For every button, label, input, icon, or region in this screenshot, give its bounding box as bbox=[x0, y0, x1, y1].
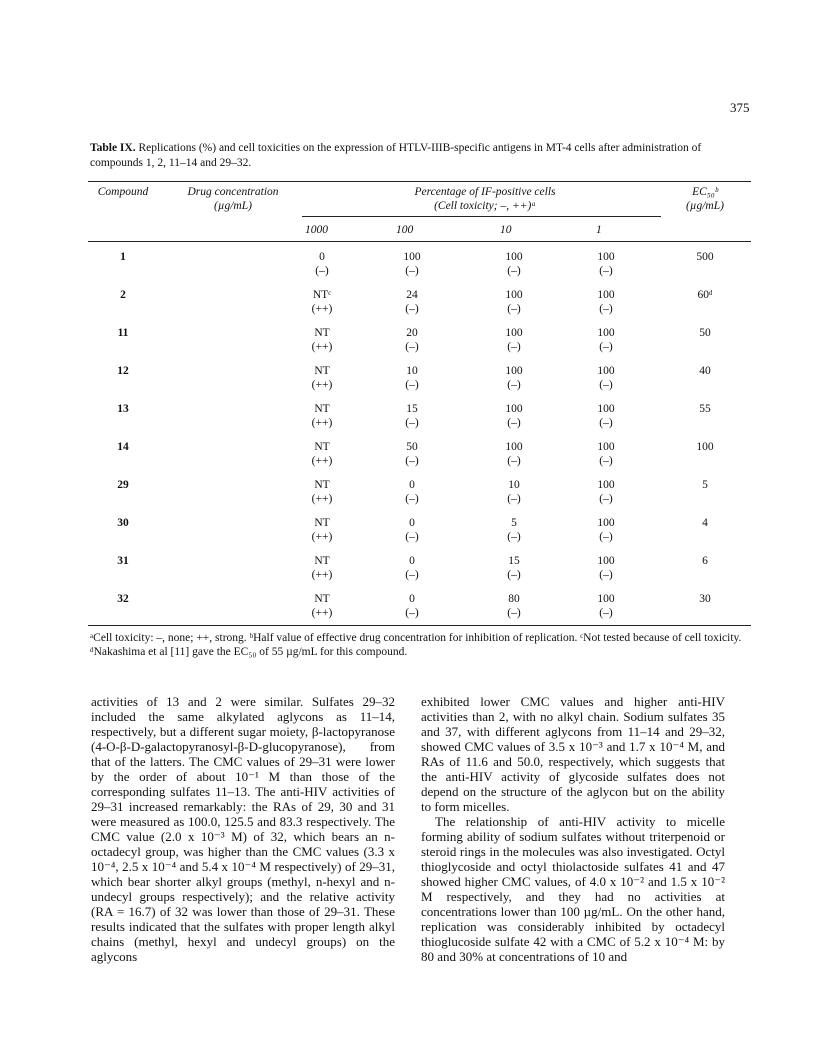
value-cell: NT bbox=[314, 403, 330, 415]
header-pct-line1: Percentage of IF-positive cells bbox=[414, 186, 556, 198]
table-row bbox=[0, 402, 815, 438]
toxicity-cell: (–) bbox=[507, 455, 521, 467]
value-cell: 100 bbox=[505, 441, 523, 453]
body-paragraph: The relationship of anti-HIV activity to micelle forming ability of sodium sulfates without triterpenoid or steroid rings in the molecules was also investigated. Octyl thioglycoside and octyl thiolactoside sulfates 41 and 47 showed higher CMC values, of 4.0 x 10⁻² and 1.5 x 10⁻² M respectively, and they had no activities at concentrations lower than 100 µg/mL. On the other hand, replication was considerably inhibited by octadecyl thioglucoside sulfate 42 with a CMC of 5.2 x 10⁻⁴ M: by 80 and 30% at concentrations of 10 and bbox=[421, 814, 725, 964]
table-label: Table IX. bbox=[90, 142, 136, 154]
table-row bbox=[0, 516, 815, 552]
header-ec50-line1: EC₅₀ᵇ bbox=[692, 186, 718, 198]
value-cell: 0 bbox=[319, 251, 325, 263]
toxicity-cell: (–) bbox=[315, 265, 329, 277]
header-percentage bbox=[365, 185, 605, 213]
toxicity-cell: (–) bbox=[507, 493, 521, 505]
table-footnote: ᵃCell toxicity: –, none; ++, strong. ᵇHalf value of effective drug concentration for inhibition of replication. ᶜNot tested because of cell toxicity. ᵈNakashima et al [11] gave the EC₅₀ of 55 µg/mL for this compound. bbox=[90, 632, 742, 658]
toxicity-cell: (++) bbox=[311, 569, 333, 581]
toxicity-cell: (++) bbox=[311, 303, 333, 315]
toxicity-cell: (–) bbox=[507, 303, 521, 315]
value-cell: 100 bbox=[597, 327, 615, 339]
value-cell: 100 bbox=[597, 289, 615, 301]
value-cell: 100 bbox=[597, 251, 615, 263]
ec50-cell: 60ᵈ bbox=[697, 289, 713, 301]
toxicity-cell: (–) bbox=[507, 569, 521, 581]
header-pct-line2: (Cell toxicity; –, ++)ᵃ bbox=[434, 200, 536, 212]
ec50-cell: 6 bbox=[702, 555, 708, 567]
value-cell: NT bbox=[314, 593, 330, 605]
header-compound: Compound bbox=[97, 186, 149, 198]
toxicity-cell: (–) bbox=[599, 607, 613, 619]
value-cell: 5 bbox=[511, 517, 517, 529]
toxicity-cell: (–) bbox=[599, 265, 613, 277]
toxicity-cell: (–) bbox=[405, 569, 419, 581]
table-top-rule bbox=[88, 181, 751, 182]
toxicity-cell: (–) bbox=[405, 417, 419, 429]
table-row bbox=[0, 440, 815, 476]
value-cell: 100 bbox=[403, 251, 421, 263]
table-row bbox=[0, 288, 815, 324]
value-cell: 100 bbox=[597, 517, 615, 529]
toxicity-cell: (++) bbox=[311, 379, 333, 391]
value-cell: NT bbox=[314, 365, 330, 377]
value-cell: 100 bbox=[597, 441, 615, 453]
table-caption-text: Replications (%) and cell toxicities on the expression of HTLV-IIIB-specific antigens in MT-4 cells after administration of compounds 1, 2, 11–14 and 29–32. bbox=[90, 142, 702, 169]
ec50-cell: 4 bbox=[702, 517, 708, 529]
page-number: 375 bbox=[730, 100, 750, 115]
value-cell: 20 bbox=[406, 327, 418, 339]
toxicity-cell: (++) bbox=[311, 455, 333, 467]
ec50-cell: 55 bbox=[699, 403, 711, 415]
toxicity-cell: (–) bbox=[405, 379, 419, 391]
toxicity-cell: (–) bbox=[599, 417, 613, 429]
toxicity-cell: (–) bbox=[405, 341, 419, 353]
compound-id: 1 bbox=[120, 251, 126, 263]
toxicity-cell: (–) bbox=[507, 379, 521, 391]
compound-id: 29 bbox=[117, 479, 129, 491]
header-drug-conc-line2: (µg/mL) bbox=[214, 200, 252, 212]
value-cell: 0 bbox=[409, 517, 415, 529]
toxicity-cell: (–) bbox=[599, 455, 613, 467]
value-cell: 100 bbox=[505, 289, 523, 301]
value-cell: NT bbox=[314, 517, 330, 529]
toxicity-cell: (++) bbox=[311, 493, 333, 505]
value-cell: NTᶜ bbox=[312, 289, 332, 301]
body-right-column bbox=[421, 694, 725, 964]
toxicity-cell: (–) bbox=[599, 569, 613, 581]
value-cell: 50 bbox=[406, 441, 418, 453]
body-left-column bbox=[91, 694, 395, 964]
toxicity-cell: (++) bbox=[311, 417, 333, 429]
concentration-header: 1 bbox=[596, 224, 602, 236]
header-drug-concentration bbox=[163, 185, 303, 213]
ec50-cell: 50 bbox=[699, 327, 711, 339]
toxicity-cell: (–) bbox=[599, 379, 613, 391]
header-ec50 bbox=[670, 185, 740, 213]
toxicity-cell: (–) bbox=[599, 493, 613, 505]
toxicity-cell: (–) bbox=[405, 265, 419, 277]
toxicity-cell: (–) bbox=[507, 341, 521, 353]
value-cell: 100 bbox=[597, 555, 615, 567]
value-cell: 100 bbox=[505, 327, 523, 339]
toxicity-cell: (–) bbox=[599, 341, 613, 353]
toxicity-cell: (–) bbox=[405, 303, 419, 315]
value-cell: 10 bbox=[406, 365, 418, 377]
toxicity-cell: (–) bbox=[507, 265, 521, 277]
table-bottom-rule bbox=[88, 625, 751, 626]
toxicity-cell: (–) bbox=[405, 607, 419, 619]
toxicity-cell: (–) bbox=[507, 417, 521, 429]
table-row bbox=[0, 326, 815, 362]
value-cell: NT bbox=[314, 479, 330, 491]
value-cell: 100 bbox=[505, 365, 523, 377]
ec50-cell: 500 bbox=[696, 251, 714, 263]
value-cell: NT bbox=[314, 327, 330, 339]
value-cell: 100 bbox=[597, 479, 615, 491]
table-row bbox=[0, 364, 815, 400]
ec50-cell: 30 bbox=[699, 593, 711, 605]
toxicity-cell: (–) bbox=[599, 303, 613, 315]
header-drug-conc-line1: Drug concentration bbox=[187, 186, 279, 198]
compound-id: 32 bbox=[117, 593, 129, 605]
compound-id: 31 bbox=[117, 555, 129, 567]
value-cell: NT bbox=[314, 555, 330, 567]
compound-id: 12 bbox=[117, 365, 129, 377]
toxicity-cell: (++) bbox=[311, 607, 333, 619]
header-ec50-line2: (µg/mL) bbox=[686, 200, 724, 212]
compound-id: 2 bbox=[120, 289, 126, 301]
value-cell: 100 bbox=[505, 403, 523, 415]
table-row bbox=[0, 478, 815, 514]
compound-id: 11 bbox=[117, 327, 129, 339]
value-cell: 100 bbox=[597, 593, 615, 605]
value-cell: 15 bbox=[406, 403, 418, 415]
table-row bbox=[0, 250, 815, 286]
toxicity-cell: (–) bbox=[507, 607, 521, 619]
value-cell: 100 bbox=[597, 403, 615, 415]
subheader-rule bbox=[302, 216, 661, 217]
value-cell: 80 bbox=[508, 593, 520, 605]
value-cell: 100 bbox=[505, 251, 523, 263]
value-cell: 15 bbox=[508, 555, 520, 567]
toxicity-cell: (–) bbox=[405, 493, 419, 505]
toxicity-cell: (–) bbox=[599, 531, 613, 543]
value-cell: 10 bbox=[508, 479, 520, 491]
toxicity-cell: (++) bbox=[311, 531, 333, 543]
compound-id: 30 bbox=[117, 517, 129, 529]
concentration-header: 100 bbox=[396, 224, 414, 236]
value-cell: 24 bbox=[406, 289, 418, 301]
table-row bbox=[0, 554, 815, 590]
value-cell: 0 bbox=[409, 593, 415, 605]
value-cell: 100 bbox=[597, 365, 615, 377]
value-cell: 0 bbox=[409, 479, 415, 491]
ec50-cell: 40 bbox=[699, 365, 711, 377]
table-row bbox=[0, 592, 815, 628]
body-paragraph: activities of 13 and 2 were similar. Sulfates 29–32 included the same alkylated aglycons as 11–14, respectively, but a different sugar moiety, β-lactopyranose (4-O-β-D-galactopyranosyl-β-D-glucopyranose), from that of the latters. The CMC values of 29–31 were lower by the order of about 10⁻¹ M than those of the corresponding sulfates 11–13. The anti-HIV activities of 29–31 increased remarkably: the RAs of 29, 30 and 31 were measured as 100.0, 125.5 and 83.3 respectively. The CMC value (2.0 x 10⁻³ M) of 32, which bears an n-octadecyl group, was higher than the CMC values (3.3 x 10⁻⁴, 2.5 x 10⁻⁴ and 5.4 x 10⁻⁴ M respectively) of 29–31, which bear shorter alkyl groups (methyl, n-hexyl and n-undecyl groups respectively); and the relative activity (RA = 16.7) of 32 was lower than those of 29–31. These results indicated that the sulfates with proper length alkyl chains (methyl, hexyl and undecyl groups) on the aglycons bbox=[91, 694, 395, 964]
ec50-cell: 100 bbox=[696, 441, 714, 453]
toxicity-cell: (–) bbox=[405, 531, 419, 543]
body-paragraph: exhibited lower CMC values and higher anti-HIV activities than 2, with no alkyl chain. Sodium sulfates 35 and 37, with different aglycons from 11–14 and 29–32, showed CMC values of 3.5 x 10⁻³ and 1.7 x 10⁻⁴ M, and RAs of 11.6 and 50.0, respectively, which suggests that the anti-HIV activity of glycoside sulfates does not depend on the structure of the aglycon but on the ability to form micelles. bbox=[421, 694, 725, 814]
compound-id: 14 bbox=[117, 441, 129, 453]
table-caption bbox=[90, 141, 750, 171]
ec50-cell: 5 bbox=[702, 479, 708, 491]
compound-id: 13 bbox=[117, 403, 129, 415]
header-bottom-rule bbox=[88, 241, 751, 242]
concentration-header: 10 bbox=[500, 224, 512, 236]
toxicity-cell: (–) bbox=[405, 455, 419, 467]
toxicity-cell: (++) bbox=[311, 341, 333, 353]
value-cell: 0 bbox=[409, 555, 415, 567]
toxicity-cell: (–) bbox=[507, 531, 521, 543]
concentration-header: 1000 bbox=[305, 224, 328, 236]
value-cell: NT bbox=[314, 441, 330, 453]
